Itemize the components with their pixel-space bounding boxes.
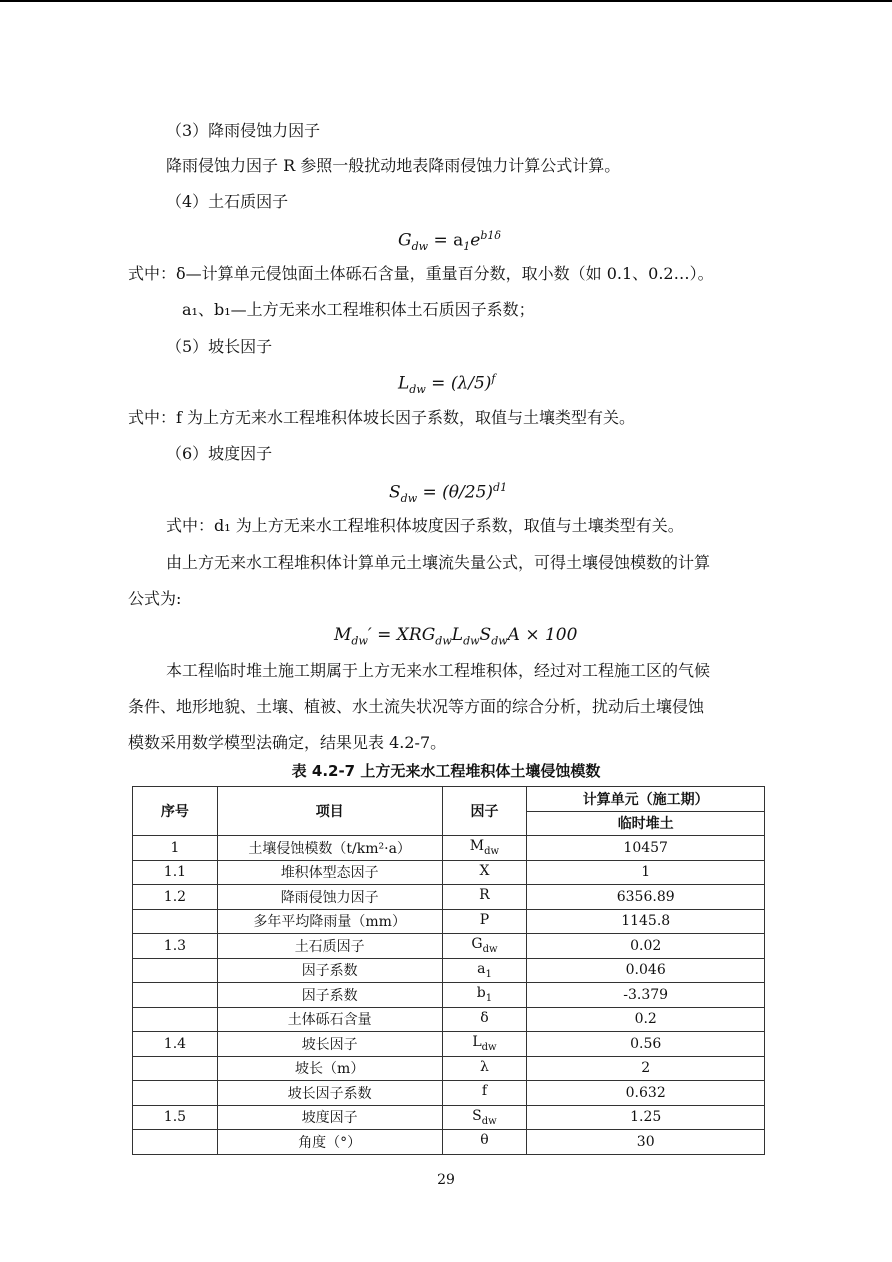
cell-seq xyxy=(133,958,218,983)
heading-soil-rock-factor: （4）土石质因子 xyxy=(166,192,289,211)
cell-seq xyxy=(133,983,218,1008)
table-body xyxy=(133,836,765,1155)
cell-value: 2 xyxy=(527,1056,765,1081)
cell-seq xyxy=(133,1056,218,1081)
cell-item: 多年平均降雨量（mm） xyxy=(217,909,442,934)
paragraph-d1-def: 式中：d₁ 为上方无来水工程堆积体坡度因子系数，取值与土壤类型有关。 xyxy=(166,516,684,535)
page-top-border xyxy=(0,0,892,2)
cell-factor: θ xyxy=(442,1130,527,1155)
cell-seq: 1.3 xyxy=(133,934,218,959)
cell-item: 土壤侵蚀模数（t/km²·a） xyxy=(217,836,442,861)
cell-value: 0.02 xyxy=(527,934,765,959)
table-row xyxy=(133,1056,765,1081)
cell-factor: $b_1$ xyxy=(442,983,527,1008)
cell-seq xyxy=(133,1007,218,1032)
table-caption: 表 4.2-7 上方无来水工程堆积体土壤侵蚀模数 xyxy=(291,762,601,780)
cell-value: 6356.89 xyxy=(527,885,765,910)
cell-factor: $M_{dw}$ xyxy=(442,836,527,861)
cell-item: 堆积体型态因子 xyxy=(217,860,442,885)
cell-seq xyxy=(133,909,218,934)
cell-value: 10457 xyxy=(527,836,765,861)
cell-item: 因子系数 xyxy=(217,958,442,983)
table-row xyxy=(133,885,765,910)
table-row xyxy=(133,1032,765,1057)
cell-seq: 1.5 xyxy=(133,1105,218,1130)
paragraph-formula-intro-2: 公式为: xyxy=(128,589,182,608)
equation-gdw: $G_{dw} = a_1e^{b1\delta}$ xyxy=(398,229,501,254)
cell-factor: $S_{dw}$ xyxy=(442,1105,527,1130)
paragraph-conclusion-3: 模数采用数学模型法确定，结果见表 4.2-7。 xyxy=(128,733,447,752)
cell-value: 1 xyxy=(527,860,765,885)
equation-ldw: $L_{dw} = (\lambda/5)^f$ xyxy=(398,372,496,397)
cell-factor: $G_{dw}$ xyxy=(442,934,527,959)
cell-item: 坡长（m） xyxy=(217,1056,442,1081)
table-row xyxy=(133,983,765,1008)
cell-factor: X xyxy=(442,860,527,885)
cell-item: 土石质因子 xyxy=(217,934,442,959)
cell-value: 0.56 xyxy=(527,1032,765,1057)
cell-seq: 1.1 xyxy=(133,860,218,885)
cell-item: 坡度因子 xyxy=(217,1105,442,1130)
paragraph-conclusion-1: 本工程临时堆土施工期属于上方无来水工程堆积体，经过对工程施工区的气候 xyxy=(166,661,711,680)
cell-factor: δ xyxy=(442,1007,527,1032)
cell-value: 0.2 xyxy=(527,1007,765,1032)
cell-seq: 1 xyxy=(133,836,218,861)
cell-factor: P xyxy=(442,909,527,934)
equation-mdw: $M_{dw}' = XRG_{dw}L_{dw}S_{dw}A \times 100$ xyxy=(334,625,578,648)
cell-seq: 1.2 xyxy=(133,885,218,910)
cell-factor: f xyxy=(442,1081,527,1106)
cell-seq: 1.4 xyxy=(133,1032,218,1057)
cell-value: 1.25 xyxy=(527,1105,765,1130)
header-temp-soil: 临时堆土 xyxy=(527,811,765,836)
cell-item: 土体砾石含量 xyxy=(217,1007,442,1032)
paragraph-conclusion-2: 条件、地形地貌、土壤、植被、水土流失状况等方面的综合分析，扰动后土壤侵蚀 xyxy=(128,697,705,716)
table-row xyxy=(133,1130,765,1155)
equation-sdw: $S_{dw} = (\theta/25)^{d1}$ xyxy=(389,481,508,506)
header-seq: 序号 xyxy=(133,787,218,836)
cell-value: 30 xyxy=(527,1130,765,1155)
cell-item: 坡长因子 xyxy=(217,1032,442,1057)
table-row xyxy=(133,958,765,983)
cell-factor: λ xyxy=(442,1056,527,1081)
cell-value: 1145.8 xyxy=(527,909,765,934)
header-calc-unit: 计算单元（施工期） xyxy=(527,787,765,812)
cell-seq xyxy=(133,1081,218,1106)
paragraph-ab-def: a₁、b₁—上方无来水工程堆积体土石质因子系数； xyxy=(182,300,535,319)
paragraph-f-def: 式中：f 为上方无来水工程堆积体坡长因子系数，取值与土壤类型有关。 xyxy=(128,408,636,427)
table-row xyxy=(133,1105,765,1130)
cell-factor: $L_{dw}$ xyxy=(442,1032,527,1057)
cell-factor: R xyxy=(442,885,527,910)
paragraph-delta-def: 式中：δ—计算单元侵蚀面土体砾石含量，重量百分数，取小数（如 0.1、0.2…）。 xyxy=(128,264,714,283)
cell-item: 因子系数 xyxy=(217,983,442,1008)
table-row xyxy=(133,1081,765,1106)
cell-item: 降雨侵蚀力因子 xyxy=(217,885,442,910)
header-item: 项目 xyxy=(217,787,442,836)
cell-item: 角度（°） xyxy=(217,1130,442,1155)
table-row xyxy=(133,860,765,885)
table-row xyxy=(133,934,765,959)
cell-value: 0.632 xyxy=(527,1081,765,1106)
heading-slope-length: （5）坡长因子 xyxy=(166,337,273,356)
cell-seq xyxy=(133,1130,218,1155)
paragraph-formula-intro-1: 由上方无来水工程堆积体计算单元土壤流失量公式，可得土壤侵蚀模数的计算 xyxy=(166,553,711,572)
paragraph-rain-erosivity: 降雨侵蚀力因子 R 参照一般扰动地表降雨侵蚀力计算公式计算。 xyxy=(166,156,621,175)
cell-value: 0.046 xyxy=(527,958,765,983)
header-factor: 因子 xyxy=(442,787,527,836)
table-row xyxy=(133,1007,765,1032)
table-row xyxy=(133,836,765,861)
cell-factor: $a_1$ xyxy=(442,958,527,983)
heading-rain-erosivity: （3）降雨侵蚀力因子 xyxy=(166,121,321,140)
page-number: 29 xyxy=(437,1172,455,1188)
cell-value: -3.379 xyxy=(527,983,765,1008)
cell-item: 坡长因子系数 xyxy=(217,1081,442,1106)
erosion-modulus-table xyxy=(132,786,765,1155)
heading-slope-degree: （6）坡度因子 xyxy=(166,444,273,463)
table-row xyxy=(133,909,765,934)
